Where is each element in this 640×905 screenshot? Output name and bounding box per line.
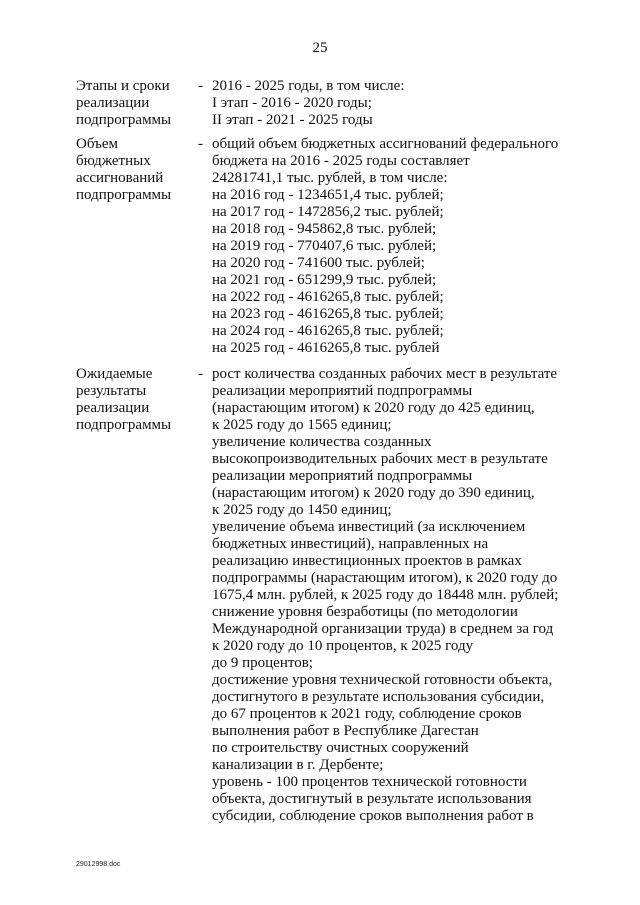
- content-line: (нарастающим итогом) к 2020 году до 390 единиц,: [212, 485, 535, 501]
- content-line: к 2020 году до 10 процентов, к 2025 году: [212, 638, 474, 654]
- label-line: бюджетных: [76, 153, 151, 169]
- content-line: 2016 - 2025 годы, в том числе:: [212, 78, 405, 94]
- content-line: на 2023 год - 4616265,8 тыс. рублей;: [212, 306, 444, 322]
- content-line: увеличение количества созданных: [212, 434, 432, 450]
- content-line: увеличение объема инвестиций (за исключением: [212, 519, 526, 535]
- label-line: Ожидаемые: [76, 366, 153, 382]
- content-line: достигнутого в результате использования субсидии,: [212, 689, 545, 705]
- content-line: объекта, достигнутый в результате использования: [212, 791, 532, 807]
- content-line: рост количества созданных рабочих мест в результате: [212, 366, 558, 382]
- label-line: подпрограммы: [76, 417, 172, 433]
- content-line: к 2025 году до 1450 единиц;: [212, 502, 392, 518]
- content-line: реализации мероприятий подпрограммы: [212, 468, 473, 484]
- content-line: (нарастающим итогом) к 2020 году до 425 единиц,: [212, 400, 535, 416]
- label-line: подпрограммы: [76, 187, 172, 203]
- content-line: на 2022 год - 4616265,8 тыс. рублей;: [212, 289, 444, 305]
- content-line: до 9 процентов;: [212, 655, 313, 671]
- section-content: [212, 136, 557, 357]
- content-line: бюджетных инвестиций), направленных на: [212, 536, 489, 552]
- content-line: реализации мероприятий подпрограммы: [212, 383, 473, 399]
- content-line: на 2019 год - 770407,6 тыс. рублей;: [212, 238, 437, 254]
- content-line: выполнения работ в Республике Дагестан: [212, 723, 479, 739]
- section-label: [76, 366, 194, 434]
- label-line: реализации: [76, 95, 150, 111]
- label-line: Этапы и сроки: [76, 78, 170, 94]
- content-line: Международной организации труда) в среднем за год: [212, 621, 554, 637]
- content-line: уровень - 100 процентов технической готовности: [212, 774, 527, 790]
- content-line: на 2020 год - 741600 тыс. рублей;: [212, 255, 425, 271]
- content-line: 24281741,1 тыс. рублей, в том числе:: [212, 170, 448, 186]
- content-line: до 67 процентов к 2021 году, соблюдение сроков: [212, 706, 522, 722]
- content-line: 1675,4 млн. рублей, к 2025 году до 18448 млн. рублей;: [212, 587, 559, 603]
- page-number: 25: [312, 40, 328, 56]
- label-line: результаты: [76, 383, 147, 399]
- document-filename: 29012998.doc: [76, 861, 121, 868]
- dash-marker: -: [198, 136, 203, 152]
- content-line: канализации в г. Дербенте;: [212, 757, 384, 773]
- content-line: общий объем бюджетных ассигнований федерального: [212, 136, 559, 152]
- content-line: подпрограммы (нарастающим итогом), к 2020 году до: [212, 570, 558, 586]
- label-line: ассигнований: [76, 170, 164, 186]
- content-line: на 2017 год - 1472856,2 тыс. рублей;: [212, 204, 444, 220]
- content-line: на 2021 год - 651299,9 тыс. рублей;: [212, 272, 437, 288]
- content-line: на 2018 год - 945862,8 тыс. рублей;: [212, 221, 437, 237]
- label-line: Объем: [76, 136, 118, 152]
- section-label: [76, 78, 194, 129]
- dash-marker: -: [198, 78, 203, 94]
- content-line: достижение уровня технической готовности объекта,: [212, 672, 553, 688]
- label-line: реализации: [76, 400, 150, 416]
- section-content: [212, 78, 557, 129]
- content-line: реализацию инвестиционных проектов в рамках: [212, 553, 522, 569]
- content-line: по строительству очистных сооружений: [212, 740, 469, 756]
- content-line: II этап - 2021 - 2025 годы: [212, 112, 373, 128]
- section-label: [76, 136, 194, 204]
- label-line: подпрограммы: [76, 112, 172, 128]
- content-line: к 2025 году до 1565 единиц;: [212, 417, 392, 433]
- content-line: высокопроизводительных рабочих мест в результате: [212, 451, 548, 467]
- dash-marker: -: [198, 366, 203, 382]
- section-content: [212, 366, 557, 825]
- content-line: на 2016 год - 1234651,4 тыс. рублей;: [212, 187, 444, 203]
- content-line: на 2025 год - 4616265,8 тыс. рублей: [212, 340, 440, 356]
- content-line: субсидии, соблюдение сроков выполнения работ в: [212, 808, 534, 824]
- content-line: I этап - 2016 - 2020 годы;: [212, 95, 372, 111]
- content-line: бюджета на 2016 - 2025 годы составляет: [212, 153, 470, 169]
- content-line: на 2024 год - 4616265,8 тыс. рублей;: [212, 323, 444, 339]
- content-line: снижение уровня безработицы (по методологии: [212, 604, 518, 620]
